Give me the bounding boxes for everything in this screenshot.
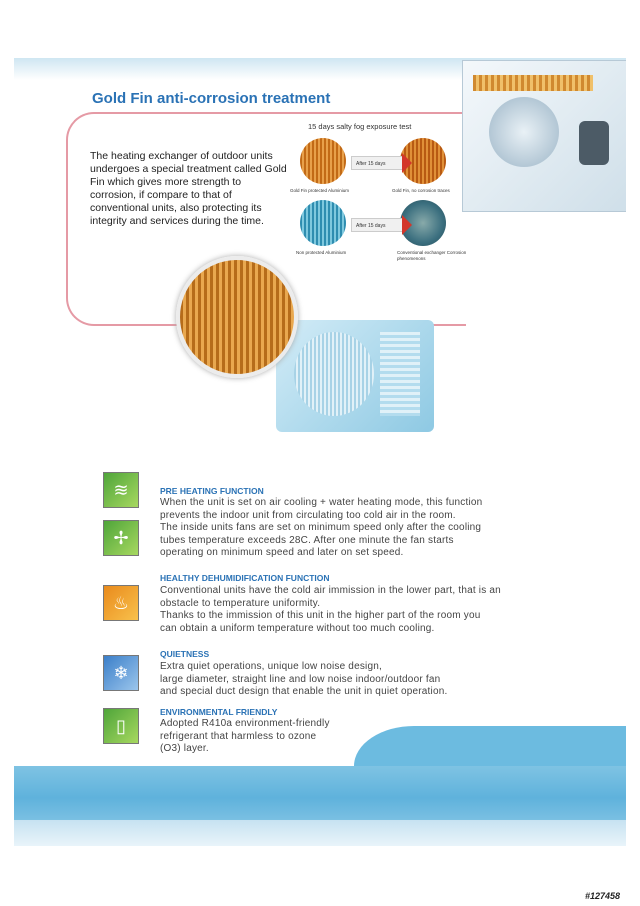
feature-line: and special duct design that enable the unit in quiet operation.: [160, 686, 448, 698]
fan-icon: ✢: [103, 520, 139, 556]
feature-line: Thanks to the immission of this unit in the higher part of the room you: [160, 610, 481, 622]
feature-text: [160, 718, 370, 756]
outdoor-unit-image: [276, 320, 434, 432]
coil-magnifier-image: [176, 256, 298, 378]
brochure-page: [14, 58, 626, 846]
feature-line: The inside units fans are set on minimum speed only after the cooling: [160, 522, 482, 534]
page-id: #127458: [585, 891, 621, 901]
feature-line: obstacle to temperature uniformity.: [160, 597, 321, 609]
coil-heating-icon: ≋: [103, 472, 139, 508]
sample-caption: Conventional exchanger Corrosion phenomenons: [397, 250, 467, 261]
feature-line: tubes temperature exceeds 28C. After one minute the fan starts: [160, 534, 454, 546]
feature-line: Conventional units have the cold air immission in the lower part, that is an: [160, 585, 501, 596]
feature-heading: HEALTHY DEHUMIDIFICATION FUNCTION: [160, 573, 330, 583]
feature-line: prevents the indoor unit from circulating too cold air in the room.: [160, 509, 456, 521]
feature-line: operating on minimum speed and later on set speed.: [160, 547, 404, 559]
feature-heading: PRE HEATING FUNCTION: [160, 486, 264, 496]
plain-sample-before: [300, 200, 346, 246]
bottom-strip: [14, 820, 626, 846]
feature-line: refrigerant that harmless to ozone: [160, 730, 317, 742]
feature-line: can obtain a uniform temperature without too much cooling.: [160, 622, 435, 634]
sample-caption: Non protected Aluminium: [296, 250, 347, 255]
feature-text: [160, 497, 482, 560]
compressor-graphic: [579, 121, 609, 165]
feature-heading: ENVIRONMENTAL FRIENDLY: [160, 707, 278, 717]
feature-text: [160, 585, 501, 635]
feature-line: When the unit is set on air cooling + water heating mode, this function: [160, 497, 483, 508]
feature-line: (O3) layer.: [160, 743, 209, 755]
page-title: Gold Fin anti-corrosion treatment: [92, 90, 331, 107]
cylinder-icon: ▯: [103, 708, 139, 744]
feature-line: Extra quiet operations, unique low noise design,: [160, 661, 382, 672]
fan-graphic: [489, 97, 559, 167]
gold-fin-sample-before: [300, 138, 346, 184]
snowflake-icon: ❄: [103, 655, 139, 691]
coil-graphic: [473, 75, 593, 91]
intro-text: The heating exchanger of outdoor units undergoes a special treatment called Gold Fin which gives more strength to corrosion, if compare to that of conventional units, also protecting its integrity and services during the time.: [90, 150, 287, 227]
sample-caption: Gold Fin, no corrosion traces: [392, 188, 450, 193]
feature-line: large diameter, straight line and low noise indoor/outdoor fan: [160, 673, 441, 685]
test-title: 15 days salty fog exposure test: [308, 122, 412, 131]
outdoor-unit-cutaway-image: [462, 60, 626, 212]
fan-grill-graphic: [294, 332, 374, 416]
feature-heading: QUIETNESS: [160, 649, 210, 659]
feature-text: [160, 661, 447, 699]
arrow-after-15-days: After 15 days: [351, 156, 403, 170]
feature-line: Adopted R410a environment-friendly: [160, 718, 330, 729]
flame-icon: ♨: [103, 585, 139, 621]
vent-graphic: [380, 332, 420, 416]
sample-caption: Gold Fin protected Aluminium: [290, 188, 350, 193]
arrow-after-15-days: After 15 days: [351, 218, 403, 232]
